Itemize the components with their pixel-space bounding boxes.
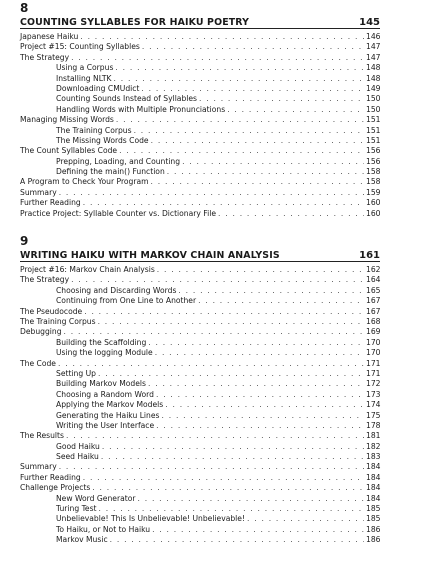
toc-entry-label: Unbelievable! This Is Unbelievable! Unbelievable! xyxy=(56,514,246,524)
toc-entry[interactable] xyxy=(20,307,380,317)
dot-leader xyxy=(156,421,364,431)
toc-entry-page-number: 162 xyxy=(366,265,381,275)
toc-entry-label: Debugging xyxy=(20,327,62,337)
toc-entry-label: The Missing Words Code xyxy=(56,135,149,145)
toc-entry-page-number: 178 xyxy=(366,420,381,430)
toc-entry-label: Generating the Haiku Lines xyxy=(56,410,160,420)
dot-leader xyxy=(218,209,364,219)
toc-entry[interactable] xyxy=(20,369,380,379)
toc-entry[interactable] xyxy=(20,525,380,535)
dot-leader xyxy=(71,53,364,63)
toc-entry-page-number: 185 xyxy=(366,504,381,514)
toc-entry[interactable] xyxy=(20,286,380,296)
chapter-heading xyxy=(20,247,380,262)
toc-entry[interactable] xyxy=(20,514,380,524)
toc-entry[interactable] xyxy=(20,209,380,219)
dot-leader xyxy=(182,157,364,167)
toc-entry-page-number: 170 xyxy=(366,337,381,347)
toc-entry[interactable] xyxy=(20,473,380,483)
dot-leader xyxy=(227,105,364,115)
toc-entry-page-number: 170 xyxy=(366,348,381,358)
toc-entry-page-number: 151 xyxy=(366,115,381,125)
toc-entry-label: Counting Sounds Instead of Syllables xyxy=(56,94,198,104)
toc-entry-page-number: 183 xyxy=(366,452,381,462)
toc-entry[interactable] xyxy=(20,338,380,348)
dot-leader xyxy=(59,462,364,472)
toc-entry[interactable] xyxy=(20,32,380,42)
toc-entry-label: The Pseudocode xyxy=(20,306,83,316)
toc-entry-label: The Code xyxy=(20,358,56,368)
toc-entry-page-number: 151 xyxy=(366,125,381,135)
toc-entry-label: Building Markov Models xyxy=(56,379,146,389)
toc-entry[interactable] xyxy=(20,327,380,337)
toc-entry-page-number: 146 xyxy=(366,32,381,41)
chapter-9 xyxy=(20,234,380,546)
dot-leader xyxy=(116,115,364,125)
dot-leader xyxy=(137,494,364,504)
chapter-entries xyxy=(20,32,380,219)
toc-entry[interactable] xyxy=(20,379,380,389)
toc-entry-page-number: 167 xyxy=(366,306,381,316)
dot-leader xyxy=(178,286,364,296)
toc-entry-label: A Program to Check Your Program xyxy=(20,177,149,187)
toc-entry-label: Installing NLTK xyxy=(56,73,112,83)
dot-leader xyxy=(161,411,364,421)
toc-entry-page-number: 184 xyxy=(366,493,381,503)
toc-entry[interactable] xyxy=(20,442,380,452)
toc-entry[interactable] xyxy=(20,177,380,187)
toc-entry-page-number: 186 xyxy=(366,535,381,545)
dot-leader xyxy=(102,442,364,452)
toc-entry-page-number: 173 xyxy=(366,389,381,399)
toc-entry-label: Project #16: Markov Chain Analysis xyxy=(20,265,155,275)
chapter-page-number: 161 xyxy=(359,250,380,262)
table-of-contents xyxy=(20,0,380,546)
dot-leader xyxy=(119,146,364,156)
toc-entry-page-number: 184 xyxy=(366,472,381,482)
toc-entry-page-number: 184 xyxy=(366,483,381,493)
toc-entry-page-number: 156 xyxy=(366,156,381,166)
toc-entry-label: Summary xyxy=(20,187,57,197)
dot-leader xyxy=(98,317,364,327)
toc-entry[interactable] xyxy=(20,504,380,514)
dot-leader xyxy=(59,188,364,198)
toc-entry-label: The Strategy xyxy=(20,52,70,62)
toc-entry-label: Challenge Projects xyxy=(20,483,91,493)
toc-entry[interactable] xyxy=(20,63,380,73)
chapter-8 xyxy=(20,0,380,219)
dot-leader xyxy=(66,431,364,441)
toc-entry[interactable] xyxy=(20,105,380,115)
toc-entry-page-number: 164 xyxy=(366,275,381,285)
toc-entry[interactable] xyxy=(20,535,380,545)
dot-leader xyxy=(101,452,364,462)
toc-entry[interactable] xyxy=(20,167,380,177)
toc-entry-label: Using a Corpus xyxy=(56,63,114,73)
toc-entry-page-number: 184 xyxy=(366,462,381,472)
chapter-title: WRITING HAIKU WITH MARKOV CHAIN ANALYSIS xyxy=(20,250,280,262)
toc-entry-page-number: 181 xyxy=(366,431,381,441)
toc-entry-label: New Word Generator xyxy=(56,493,136,503)
dot-leader xyxy=(99,504,364,514)
dot-leader xyxy=(114,74,365,84)
dot-leader xyxy=(80,32,364,42)
toc-entry-label: Continuing from One Line to Another xyxy=(56,296,197,306)
toc-entry[interactable] xyxy=(20,265,380,275)
dot-leader xyxy=(198,296,364,306)
toc-entry-label: Markov Music xyxy=(56,535,108,545)
toc-entry[interactable] xyxy=(20,494,380,504)
toc-entry[interactable] xyxy=(20,188,380,198)
toc-entry-label: The Training Corpus xyxy=(20,316,96,326)
toc-entry[interactable] xyxy=(20,317,380,327)
toc-entry[interactable] xyxy=(20,390,380,400)
toc-entry-page-number: 174 xyxy=(366,400,381,410)
toc-entry[interactable] xyxy=(20,359,380,369)
toc-entry[interactable] xyxy=(20,348,380,358)
chapter-title: COUNTING SYLLABLES FOR HAIKU POETRY xyxy=(20,17,250,28)
toc-entry-page-number: 182 xyxy=(366,441,381,451)
toc-entry-label: Choosing a Random Word xyxy=(56,389,154,399)
chapter-number: 9 xyxy=(20,234,29,249)
toc-entry-label: The Count Syllables Code xyxy=(20,146,118,156)
dot-leader xyxy=(64,327,364,337)
toc-entry-page-number: 169 xyxy=(366,327,381,337)
toc-entry-page-number: 149 xyxy=(366,83,381,93)
chapter-number: 8 xyxy=(20,1,29,15)
toc-entry-label: Handling Words with Multiple Pronunciations xyxy=(56,104,226,114)
toc-entry[interactable] xyxy=(20,126,380,136)
toc-entry-label: Practice Project: Syllable Counter vs. Dictionary File xyxy=(20,208,217,218)
toc-entry-label: The Results xyxy=(20,431,64,441)
toc-entry-page-number: 160 xyxy=(366,208,381,218)
toc-entry-label: Good Haiku xyxy=(56,441,100,451)
toc-entry-page-number: 168 xyxy=(366,316,381,326)
toc-entry-label: The Strategy xyxy=(20,275,70,285)
toc-entry-page-number: 159 xyxy=(366,187,381,197)
dot-leader xyxy=(134,126,364,136)
dot-leader xyxy=(165,400,364,410)
toc-entry-label: Prepping, Loading, and Counting xyxy=(56,156,181,166)
toc-entry-page-number: 186 xyxy=(366,524,381,534)
toc-entry[interactable] xyxy=(20,42,380,52)
toc-entry[interactable] xyxy=(20,198,380,208)
toc-entry-page-number: 148 xyxy=(366,63,381,73)
dot-leader xyxy=(151,136,364,146)
toc-entry-page-number: 147 xyxy=(366,52,381,62)
toc-entry-label: To Haiku, or Not to Haiku xyxy=(56,524,151,534)
toc-entry-page-number: 151 xyxy=(366,135,381,145)
toc-entry-page-number: 150 xyxy=(366,94,381,104)
toc-entry-page-number: 158 xyxy=(366,167,381,177)
dot-leader xyxy=(155,348,364,358)
toc-entry-page-number: 147 xyxy=(366,42,381,52)
toc-entry-page-number: 167 xyxy=(366,296,381,306)
toc-entry-label: Further Reading xyxy=(20,198,81,208)
toc-entry[interactable] xyxy=(20,452,380,462)
toc-entry-page-number: 171 xyxy=(366,368,381,378)
dot-leader xyxy=(157,265,364,275)
dot-leader xyxy=(115,63,364,73)
toc-entry[interactable] xyxy=(20,275,380,285)
toc-entry-label: Defining the main() Function xyxy=(56,167,165,177)
toc-entry-page-number: 160 xyxy=(366,198,381,208)
toc-entry[interactable] xyxy=(20,296,380,306)
toc-entry-label: Managing Missing Words xyxy=(20,115,114,125)
chapter-page-number: 145 xyxy=(359,17,380,28)
toc-entry[interactable] xyxy=(20,74,380,84)
toc-entry-label: Seed Haiku xyxy=(56,452,99,462)
toc-entry[interactable] xyxy=(20,431,380,441)
toc-entry-label: Writing the User Interface xyxy=(56,420,155,430)
dot-leader xyxy=(156,390,364,400)
dot-leader xyxy=(58,359,364,369)
toc-entry-label: Further Reading xyxy=(20,472,81,482)
toc-entry[interactable] xyxy=(20,411,380,421)
dot-leader xyxy=(167,167,364,177)
toc-entry-page-number: 150 xyxy=(366,104,381,114)
toc-entry[interactable] xyxy=(20,157,380,167)
toc-entry[interactable] xyxy=(20,53,380,63)
dot-leader xyxy=(141,84,364,94)
dot-leader xyxy=(151,177,364,187)
chapter-entries xyxy=(20,265,380,546)
dot-leader xyxy=(71,275,364,285)
dot-leader xyxy=(152,525,364,535)
toc-entry[interactable] xyxy=(20,462,380,472)
dot-leader xyxy=(92,483,364,493)
toc-entry-page-number: 165 xyxy=(366,285,381,295)
toc-entry-page-number: 148 xyxy=(366,73,381,83)
dot-leader xyxy=(199,94,364,104)
toc-entry-label: Downloading CMUdict xyxy=(56,83,140,93)
toc-entry-page-number: 156 xyxy=(366,146,381,156)
toc-entry[interactable] xyxy=(20,421,380,431)
toc-entry-label: Japanese Haiku xyxy=(20,32,79,41)
dot-leader xyxy=(247,514,364,524)
dot-leader xyxy=(83,198,364,208)
dot-leader xyxy=(142,42,364,52)
toc-entry-page-number: 172 xyxy=(366,379,381,389)
toc-entry-label: Building the Scaffolding xyxy=(56,337,147,347)
toc-entry-label: The Training Corpus xyxy=(56,125,132,135)
toc-entry[interactable] xyxy=(20,115,380,125)
toc-entry[interactable] xyxy=(20,483,380,493)
toc-entry-label: Using the logging Module xyxy=(56,348,153,358)
toc-entry[interactable] xyxy=(20,94,380,104)
dot-leader xyxy=(148,338,364,348)
toc-entry-label: Choosing and Discarding Words xyxy=(56,285,177,295)
toc-entry-page-number: 171 xyxy=(366,358,381,368)
toc-entry[interactable] xyxy=(20,400,380,410)
toc-entry[interactable] xyxy=(20,136,380,146)
dot-leader xyxy=(110,535,364,545)
toc-entry[interactable] xyxy=(20,146,380,156)
toc-entry[interactable] xyxy=(20,84,380,94)
toc-entry-page-number: 158 xyxy=(366,177,381,187)
dot-leader xyxy=(98,369,364,379)
toc-entry-label: Turing Test xyxy=(56,504,97,514)
toc-entry-label: Summary xyxy=(20,462,57,472)
toc-entry-label: Applying the Markov Models xyxy=(56,400,164,410)
toc-entry-label: Setting Up xyxy=(56,368,96,378)
toc-entry-page-number: 185 xyxy=(366,514,381,524)
dot-leader xyxy=(84,307,364,317)
chapter-heading xyxy=(20,14,380,29)
toc-entry-page-number: 175 xyxy=(366,410,381,420)
dot-leader xyxy=(83,473,364,483)
toc-entry-label: Project #15: Counting Syllables xyxy=(20,42,140,52)
dot-leader xyxy=(148,379,364,389)
